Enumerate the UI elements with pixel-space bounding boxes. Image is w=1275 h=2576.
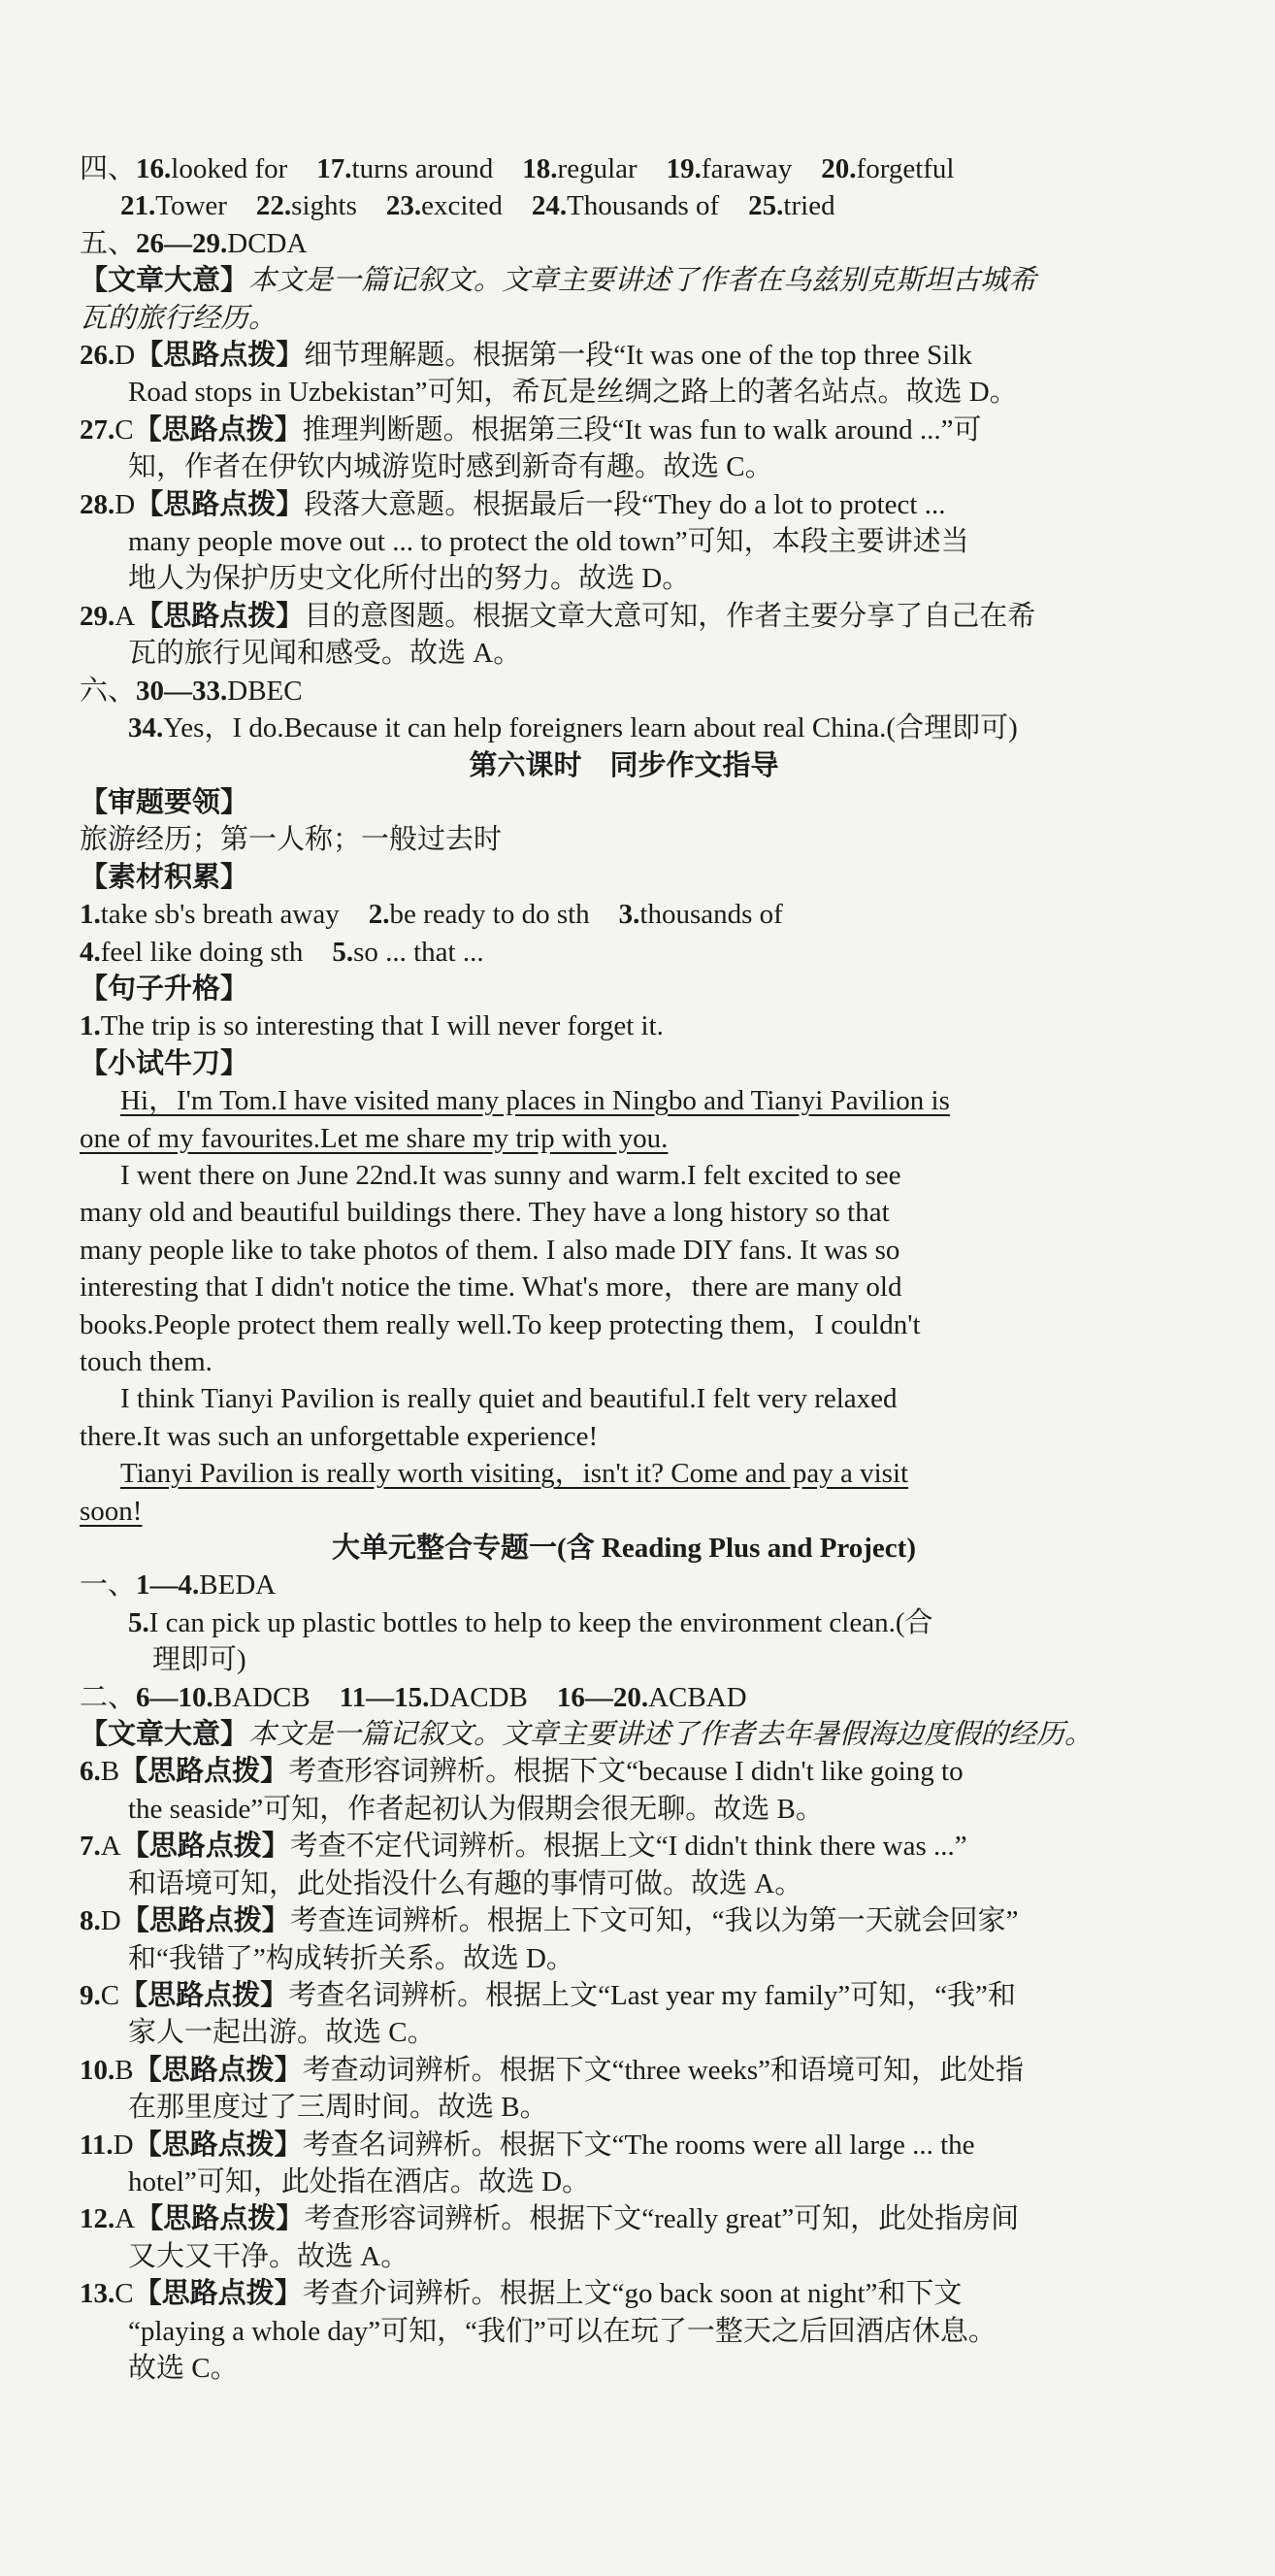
answer-letter: D	[113, 2129, 134, 2161]
explanation-item	[80, 2052, 1168, 2127]
answer-text: DBEC	[227, 675, 303, 707]
answer-text: turns around	[351, 153, 494, 184]
essay-line: interesting that I didn't notice the time. What's more，there are many old	[80, 1271, 902, 1304]
answer-letter: D	[114, 340, 136, 372]
summary-text: 本文是一篇记叙文。文章主要讲述了作者在乌兹别克斯坦古城希	[248, 265, 1037, 297]
tip-tag: 【思路点拨】	[119, 1979, 289, 2011]
explanation-item	[80, 1902, 1168, 1977]
item-range: 16—20.	[556, 1681, 649, 1713]
essay-line: many people like to take photos of them. I also made DIY fans. It was so	[80, 1234, 900, 1266]
section-tag: 【小试牛刀】	[80, 1047, 249, 1079]
answer-letter: A	[114, 600, 136, 632]
answer-letter: C	[114, 413, 134, 446]
tip-tag: 【思路点拨】	[133, 413, 303, 446]
essay-line: touch them.	[80, 1346, 212, 1377]
answer-text: excited	[421, 190, 503, 222]
section-4-row-1	[80, 150, 1168, 187]
item-range: 30—33.	[136, 675, 228, 707]
item-range: 11—15.	[339, 1681, 430, 1713]
explanation-text: 推理判断题。根据第三段“It was fun to walk around ...”可	[302, 413, 982, 446]
explanation-text: 考查形容词辨析。根据下文“really great”可知，此处指房间	[304, 2203, 1020, 2235]
section-tag: 【句子升格】	[80, 973, 249, 1005]
explanation-item	[80, 598, 1168, 673]
summary-text: 本文是一篇记叙文。文章主要讲述了作者去年暑假海边度假的经历。	[248, 1719, 1094, 1751]
summary-text: 瓦的旅行经历。	[80, 302, 278, 334]
summary-tag: 【文章大意】	[80, 265, 249, 297]
section-number: 六、	[80, 675, 137, 707]
explanation-item	[80, 337, 1168, 412]
lesson-title: 第六课时 同步作文指导	[469, 749, 779, 781]
requirements-text: 旅游经历；第一人称；一般过去时	[80, 824, 503, 856]
answer-letter: A	[114, 2203, 136, 2235]
item-number: 3.	[618, 899, 640, 931]
tip-tag: 【思路点拨】	[120, 1905, 290, 1937]
item-range: 26—29.	[136, 227, 228, 259]
answer-letter: A	[100, 1831, 121, 1863]
item-range: 6—10.	[136, 1681, 213, 1713]
item-number: 4.	[80, 936, 101, 968]
answer-letter: C	[114, 2278, 134, 2310]
section-number: 二、	[80, 1681, 137, 1713]
item-number: 10.	[80, 2054, 115, 2086]
tip-tag: 【思路点拨】	[135, 340, 305, 372]
explanation-text: 瓦的旅行见闻和感受。故选 A。	[128, 638, 522, 670]
answer-text: DACDB	[429, 1681, 528, 1713]
item-number: 7.	[80, 1831, 101, 1863]
answer-text: looked for	[171, 153, 288, 184]
item-number: 17.	[316, 153, 352, 184]
essay-line: Tianyi Pavilion is really worth visiting，isn't it? Come and pay a visit	[120, 1458, 909, 1490]
answer-text: BEDA	[199, 1569, 277, 1602]
tip-tag: 【思路点拨】	[133, 2129, 303, 2161]
explanation-item	[80, 1828, 1168, 1902]
essay	[80, 1082, 1168, 1530]
explanation-text: 细节理解题。根据第一段“It was one of the top three Silk	[304, 340, 972, 372]
unit-section-1-header	[80, 1567, 1168, 1603]
section-4-row-2	[80, 187, 1168, 224]
answer-text: forgetful	[856, 153, 955, 184]
item-number: 6.	[80, 1756, 101, 1788]
explanation-text: 地人为保护历史文化所付出的努力。故选 D。	[128, 563, 691, 595]
explanation-text: 知，作者在伊钦内城游览时感到新奇有趣。故选 C。	[128, 451, 773, 483]
essay-line: Hi，I'm Tom.I have visited many places in Ningbo and Tianyi Pavilion is	[120, 1085, 950, 1117]
explanation-text: hotel”可知，此处指在酒店。故选 D。	[128, 2165, 591, 2197]
item-number: 23.	[385, 190, 422, 222]
question-5-answer	[80, 1604, 1168, 1641]
sentence-row	[80, 1007, 1168, 1044]
essay-line: soon!	[80, 1495, 143, 1527]
section-number: 四、	[80, 153, 137, 184]
unit-section-2-header	[80, 1679, 1168, 1716]
explanation-item	[80, 1977, 1168, 2052]
explanation-text: 在那里度过了三周时间。故选 B。	[128, 2092, 548, 2124]
explanation-text: 家人一起出游。故选 C。	[128, 2017, 436, 2049]
section-6-header	[80, 673, 1168, 710]
item-number: 29.	[80, 600, 115, 632]
tip-tag: 【思路点拨】	[135, 2203, 305, 2235]
explanation-text: 考查连词辨析。根据上下文可知，“我以为第一天就会回家”	[289, 1905, 1019, 1937]
item-number: 20.	[821, 153, 857, 184]
explanation-item	[80, 1753, 1168, 1828]
essay-line: I went there on June 22nd.It was sunny and warm.I felt excited to see	[120, 1159, 901, 1191]
item-number: 26.	[80, 340, 115, 372]
section-5-header	[80, 225, 1168, 262]
answer-text: DCDA	[227, 227, 308, 259]
phrase-text: so ... that ...	[353, 936, 484, 968]
answer-letter: D	[100, 1905, 121, 1937]
explanation-text: 考查形容词辨析。根据下文“because I didn't like going to	[288, 1756, 964, 1788]
item-number: 1.	[80, 899, 101, 931]
explanation-text: 考查名词辨析。根据上文“Last year my family”可知，“我”和	[288, 1979, 1016, 2011]
phrase-text: feel like doing sth	[100, 936, 304, 968]
explanation-text: 和“我错了”构成转折关系。故选 D。	[128, 1942, 574, 1974]
item-number: 25.	[748, 190, 784, 222]
answer-text: regular	[557, 153, 638, 184]
explanation-text: many people move out ... to protect the old town”可知，本段主要讲述当	[128, 526, 969, 558]
answer-text: I can pick up plastic bottles to help to keep the environment clean.(合	[148, 1606, 933, 1638]
sentence-text: The trip is so interesting that I will never forget it.	[100, 1010, 664, 1042]
explanation-text: 考查动词辨析。根据下文“three weeks”和语境可知，此处指	[302, 2054, 1025, 2086]
explanation-text: 考查介词辨析。根据上文“go back soon at night”和下文	[302, 2278, 963, 2310]
section-number: 五、	[80, 227, 137, 259]
item-number: 16.	[136, 153, 172, 184]
essay-line: I think Tianyi Pavilion is really quiet and beautiful.I felt very relaxed	[120, 1383, 898, 1415]
phrase-text: thousands of	[639, 899, 783, 931]
explanation-item	[80, 2200, 1168, 2275]
explanation-text: Road stops in Uzbekistan”可知，希瓦是丝绸之路上的著名站点。故选 D。	[128, 377, 1018, 409]
item-number: 28.	[80, 488, 115, 520]
item-number: 12.	[80, 2203, 115, 2235]
question-34-answer	[80, 710, 1168, 746]
explanation-item	[80, 412, 1168, 486]
essay-line: books.People protect them really well.To keep protecting them，I couldn't	[80, 1308, 921, 1340]
answer-text: tried	[783, 190, 835, 222]
explanation-text: 考查名词辨析。根据下文“The rooms were all large ... the	[302, 2129, 975, 2161]
explanation-text: the seaside”可知，作者起初认为假期会很无聊。故选 B。	[128, 1793, 824, 1825]
item-number: 24.	[531, 190, 568, 222]
summary-tag: 【文章大意】	[80, 1719, 249, 1751]
explanation-text: 考查不定代词辨析。根据上文“I didn't think there was ...”	[289, 1831, 967, 1863]
tip-tag: 【思路点拨】	[135, 488, 305, 520]
section-tag: 【审题要领】	[80, 786, 249, 818]
item-number: 21.	[120, 190, 156, 222]
item-number: 5.	[332, 936, 354, 968]
answer-text: Tower	[155, 190, 227, 222]
explanation-text: “playing a whole day”可知，“我们”可以在玩了一整天之后回酒店休息。	[128, 2315, 997, 2347]
item-number: 8.	[80, 1905, 101, 1937]
section-tag: 【素材积累】	[80, 861, 249, 893]
summary-line	[80, 262, 1168, 299]
section-number: 一、	[80, 1569, 137, 1602]
explanation-text: 段落大意题。根据最后一段“They do a lot to protect ...	[304, 488, 946, 520]
phrase-row	[80, 896, 1168, 933]
answer-letter: D	[114, 488, 136, 520]
phrase-row	[80, 934, 1168, 971]
item-number: 34.	[128, 712, 164, 744]
item-number: 13.	[80, 2278, 115, 2310]
phrase-text: take sb's breath away	[100, 899, 340, 931]
answer-text: Thousands of	[567, 190, 720, 222]
tip-tag: 【思路点拨】	[133, 2054, 303, 2086]
answer-text: Yes，I do.Because it can help foreigners learn about real China.(合理即可)	[163, 712, 1018, 744]
explanation-item	[80, 486, 1168, 598]
explanation-item	[80, 2275, 1168, 2387]
answer-text: ACBAD	[648, 1681, 747, 1713]
item-number: 2.	[368, 899, 390, 931]
item-number: 5.	[128, 1606, 149, 1638]
summary-line	[80, 1716, 1168, 1753]
summary-line	[80, 300, 1168, 337]
answer-text: sights	[291, 190, 357, 222]
essay-line: there.It was such an unforgettable experience!	[80, 1420, 599, 1452]
item-number: 9.	[80, 1979, 101, 2011]
tip-tag: 【思路点拨】	[135, 600, 305, 632]
item-number: 1.	[80, 1010, 101, 1042]
explanation-text: 故选 C。	[128, 2352, 239, 2384]
answer-text: BADCB	[212, 1681, 311, 1713]
explanation-item	[80, 2127, 1168, 2201]
essay-line: many old and beautiful buildings there. They have a long history so that	[80, 1197, 890, 1229]
item-number: 18.	[522, 153, 558, 184]
essay-line: one of my favourites.Let me share my trip with you.	[80, 1122, 669, 1154]
question-5-answer-cont: 理即可)	[152, 1644, 246, 1676]
explanation-text: 目的意图题。根据文章大意可知，作者主要分享了自己在希	[304, 600, 1036, 632]
explanation-text: 和语境可知，此处指没什么有趣的事情可做。故选 A。	[128, 1867, 803, 1899]
item-number: 11.	[80, 2129, 114, 2161]
tip-tag: 【思路点拨】	[120, 1831, 290, 1863]
item-range: 1—4.	[136, 1569, 200, 1602]
tip-tag: 【思路点拨】	[133, 2278, 303, 2310]
item-number: 22.	[255, 190, 292, 222]
answer-letter: B	[114, 2054, 134, 2086]
phrase-text: be ready to do sth	[389, 899, 590, 931]
unit-title: 大单元整合专题一(含 Reading Plus and Project)	[331, 1533, 916, 1565]
item-number: 19.	[666, 153, 702, 184]
explanation-text: 又大又干净。故选 A。	[128, 2240, 409, 2272]
answer-letter: C	[100, 1979, 120, 2011]
answer-letter: B	[100, 1756, 120, 1788]
item-number: 27.	[80, 413, 115, 446]
tip-tag: 【思路点拨】	[119, 1756, 289, 1788]
answer-text: faraway	[701, 153, 793, 184]
